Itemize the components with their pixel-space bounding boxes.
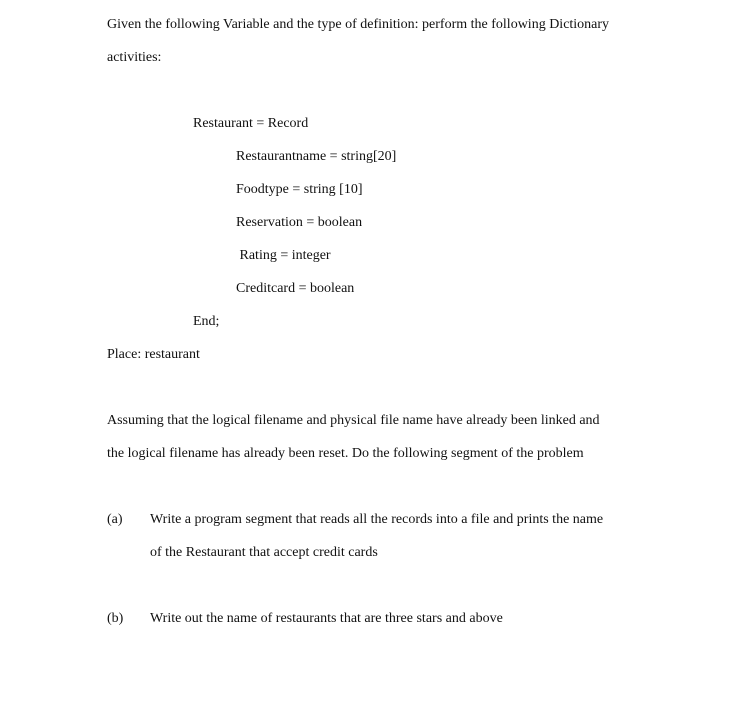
question-b-line-1: Write out the name of restaurants that are three stars and above [150, 611, 503, 626]
intro-line-2: activities: [107, 50, 162, 65]
record-field-restaurantname: Restaurantname = string[20] [236, 149, 397, 164]
record-field-foodtype: Foodtype = string [10] [236, 182, 363, 197]
record-end: End; [193, 314, 220, 329]
place-line: Place: restaurant [107, 347, 200, 362]
question-a-label: (a) [107, 512, 123, 527]
assumption-line-1: Assuming that the logical filename and physical file name have already been linked and [107, 413, 600, 428]
question-b-label: (b) [107, 611, 124, 626]
assumption-line-2: the logical filename has already been reset. Do the following segment of the problem [107, 446, 584, 461]
question-a-line-2: of the Restaurant that accept credit cards [150, 545, 378, 560]
record-field-creditcard: Creditcard = boolean [236, 281, 355, 296]
record-header: Restaurant = Record [193, 116, 309, 131]
intro-line-1: Given the following Variable and the type of definition: perform the following Dictionary [107, 17, 610, 32]
question-a-line-1: Write a program segment that reads all the records into a file and prints the name [150, 512, 604, 527]
record-field-reservation: Reservation = boolean [236, 215, 363, 230]
record-field-rating: Rating = integer [236, 248, 331, 263]
